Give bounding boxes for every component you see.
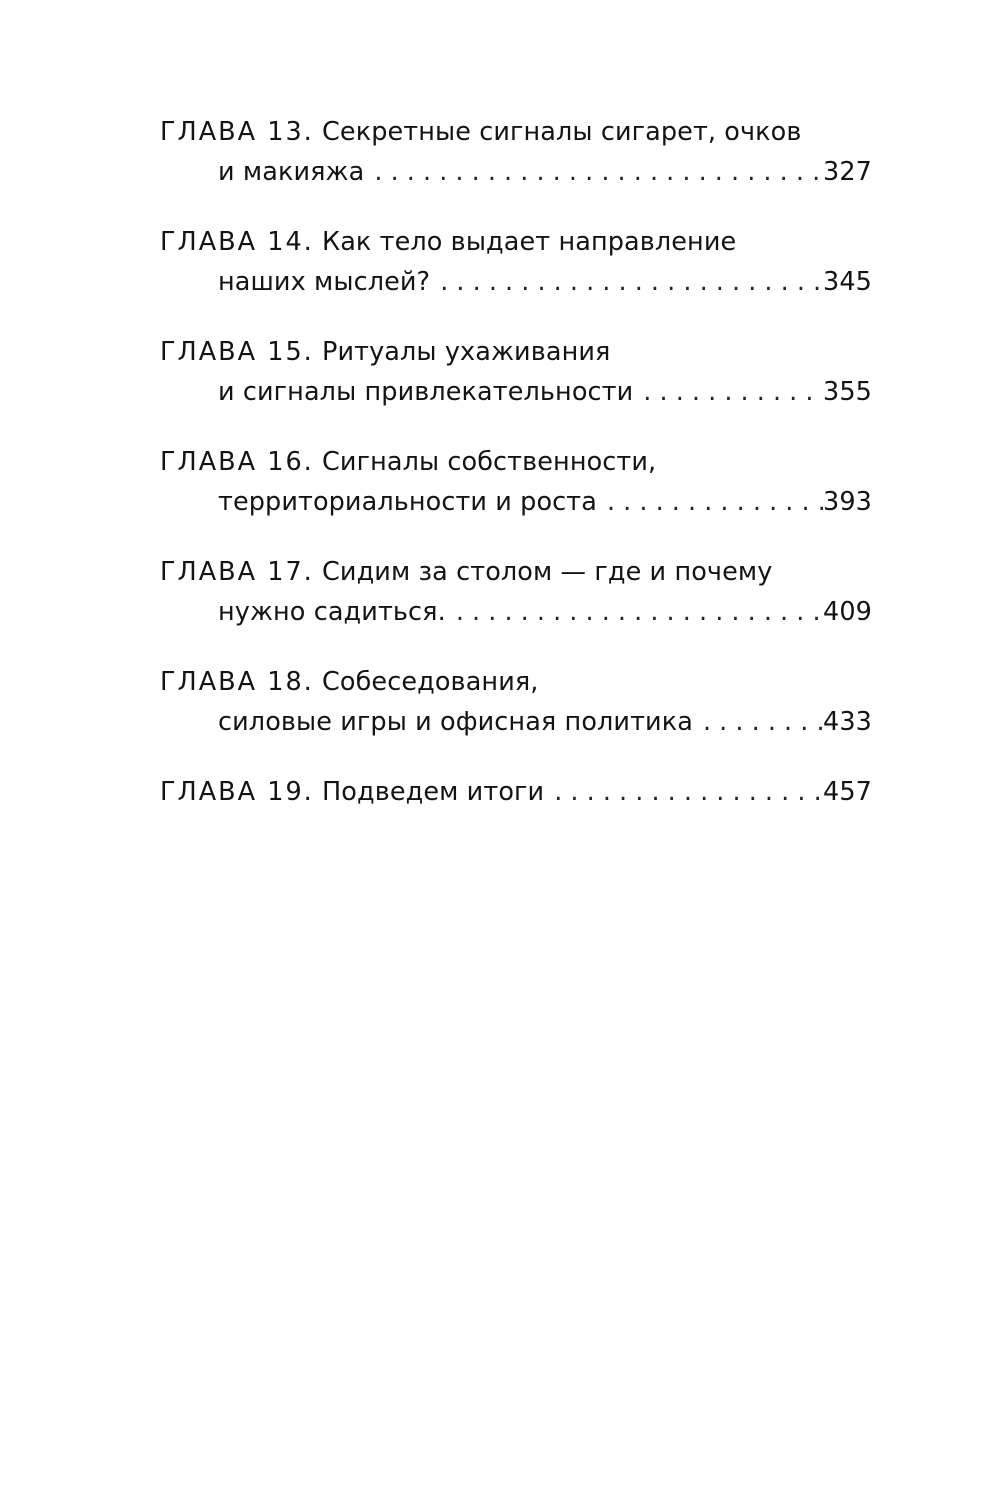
chapter-title: Сигналы собственности, [322,447,657,477]
toc-entry-18[interactable] [160,662,872,742]
toc-entry-continuation [160,372,872,412]
toc-entry-heading [160,552,872,592]
chapter-heading-text [160,772,544,812]
dot-leader [430,262,823,302]
page-number: 457 [823,777,872,807]
page-number: 409 [823,597,872,627]
toc-entry-14[interactable] [160,222,872,302]
toc-entry-17[interactable] [160,552,872,632]
chapter-title: Подведем итоги [322,777,545,807]
page-number: 355 [823,377,872,407]
chapter-number: ГЛАВА 19. [160,777,314,807]
toc-entry-heading [160,112,872,152]
dot-leader [693,702,823,742]
chapter-title-continued: силовые игры и офисная политика [218,707,693,737]
chapter-number: ГЛАВА 17. [160,557,314,587]
dot-leader [633,372,823,412]
toc-entry-heading [160,662,872,702]
toc-entry-16[interactable] [160,442,872,522]
dot-leader [364,152,823,192]
chapter-title: Как тело выдает направление [322,227,737,257]
toc-entry-15[interactable] [160,332,872,412]
table-of-contents [160,112,872,842]
chapter-title-continued: наших мыслей? [218,267,431,297]
toc-entry-continuation [160,152,872,192]
chapter-title: Секретные сигналы сигарет, очков [322,117,802,147]
chapter-number: ГЛАВА 14. [160,227,314,257]
chapter-number: ГЛАВА 18. [160,667,314,697]
toc-entry-continuation [160,482,872,522]
toc-entry-heading [160,332,872,372]
chapter-title-continued: нужно садиться. [218,597,446,627]
chapter-number: ГЛАВА 15. [160,337,314,367]
chapter-number: ГЛАВА 16. [160,447,314,477]
toc-entry-heading [160,772,872,812]
toc-entry-heading [160,222,872,262]
toc-entry-13[interactable] [160,112,872,192]
chapter-title-continued: и макияжа [218,157,365,187]
toc-entry-19[interactable] [160,772,872,812]
toc-entry-continuation [160,702,872,742]
page-number: 393 [823,487,872,517]
chapter-title: Сидим за столом — где и почему [322,557,773,587]
page-number: 327 [823,157,872,187]
page-number: 433 [823,707,872,737]
chapter-number: ГЛАВА 13. [160,117,314,147]
chapter-title: Ритуалы ухаживания [322,337,611,367]
toc-entry-continuation [160,262,872,302]
dot-leader [544,772,823,812]
dot-leader [446,592,823,632]
dot-leader [597,482,823,522]
chapter-title: Собеседования, [322,667,539,697]
chapter-title-continued: и сигналы привлекательности [218,377,634,407]
toc-entry-heading [160,442,872,482]
page-number: 345 [823,267,872,297]
toc-entry-continuation [160,592,872,632]
chapter-title-continued: территориальности и роста [218,487,597,517]
